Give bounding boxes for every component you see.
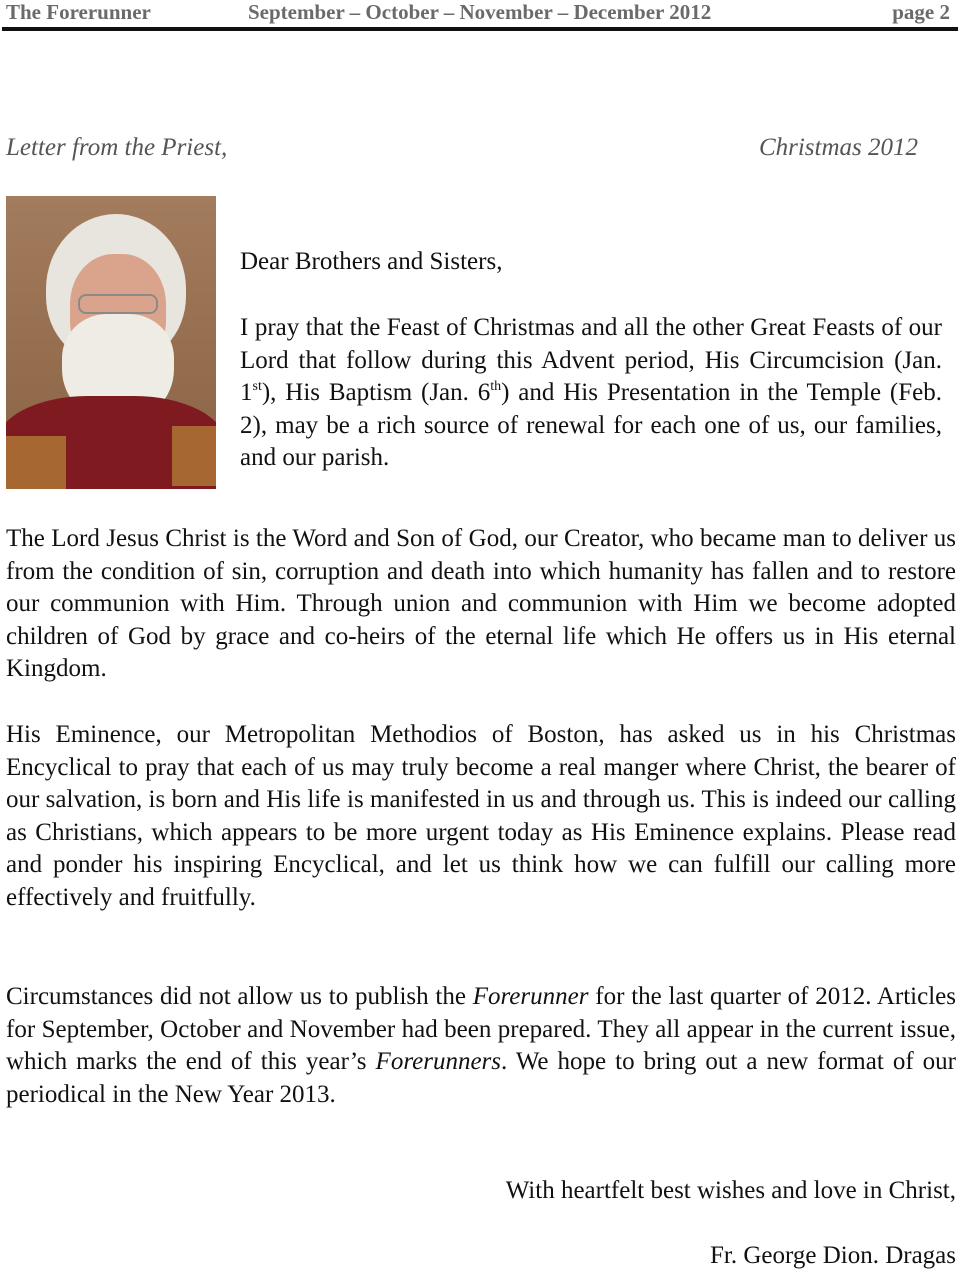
publication-name: The Forerunner bbox=[6, 0, 151, 24]
letter-occasion: Christmas 2012 bbox=[758, 134, 918, 161]
signature: Fr. George Dion. Dragas bbox=[709, 1242, 956, 1269]
issue-dates: September – October – November – December 2012 bbox=[248, 0, 712, 24]
paragraph-3: His Eminence, our Metropolitan Methodios of Boston, has asked us in his Christmas Encyclical to pray that each of us may truly become a real manger where Christ, the bearer of our salvation, is born and His life is manifested in us and through us. This is indeed our calling as Christians, which appears to be more urgent today as His Eminence explains. Please read and ponder his inspiring Encyclical, and let us think how we can fulfill our calling more effectively and fruitfully. bbox=[6, 721, 956, 911]
letter-title: Letter from the Priest, bbox=[6, 134, 228, 161]
salutation: Dear Brothers and Sisters, bbox=[240, 248, 503, 275]
page-header bbox=[0, 0, 960, 24]
paragraph-2: The Lord Jesus Christ is the Word and Son of God, our Creator, who became man to deliver us from the condition of sin, corruption and death into which humanity has fallen and to restore our communion with Him. Through union and communion with Him we become adopted children of God by grace and co-heirs of the eternal life which He offers us in His eternal Kingdom. bbox=[6, 525, 956, 683]
letter-title-row bbox=[6, 134, 918, 166]
paragraph-4: Circumstances did not allow us to publish the Forerunner for the last quarter of 2012. Articles for September, October and November had been prepared. They all appear in the current issue, which marks the end of this year’s Forerunners. We hope to bring out a new format of our periodical in the New Year 2013. bbox=[6, 983, 956, 1108]
header-rule bbox=[2, 27, 958, 31]
intro-paragraph: I pray that the Feast of Christmas and all the other Great Feasts of our Lord that follow during this Advent period, His Circumcision (Jan. 1st), His Baptism (Jan. 6th) and His Presentation in the Temple (Feb. 2), may be a rich source of renewal for each one of us, our families, and our parish. bbox=[240, 314, 942, 472]
page-number: page 2 bbox=[892, 0, 950, 24]
priest-portrait bbox=[6, 196, 216, 489]
closing-line: With heartfelt best wishes and love in Christ, bbox=[505, 1177, 956, 1204]
